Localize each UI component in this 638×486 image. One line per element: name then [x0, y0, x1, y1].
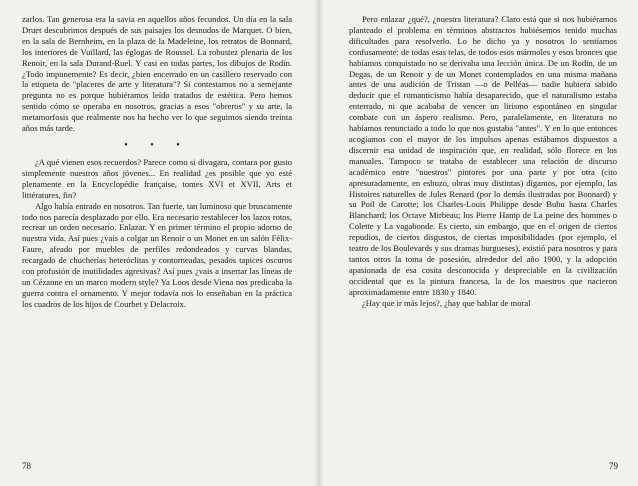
- right-page: [319, 0, 638, 486]
- page-number-right: 79: [609, 461, 618, 471]
- right-paragraph-1: Pero enlazar ¿qué?, ¿nuestra literatura? Claro está que si nos hubiéramos planteado el problema en términos abstractos hubiésemos tenido muchas dificultades para resolverlo. Lo he dicho ya y nosotros lo sentíamos confusamente: de todas esas telas, de todos esos mármoles y esos bronces que habíamos conquistado no se derivaba una lección única. De un Rodin, de un Degas, de un Renoir y de un Monet contemplados en una misma mañana antes de una audición de Tristan —o de Pelléas— nadie hubiera sabido deducir que el romanticismo había desaparecido, que el naturalismo estaba enterrado, ni que acababa de vencer un lirismo espontáneo en singular combate con un áspero realismo. Pero, paralelamente, en literatura no habíamos renunciado a todo lo que nos gustaba "antes". Y en lo que entonces acogíamos con el mayor de los ímpulsos apenas estábamos dispuestos a discernir esa unidad de inspiración que, en realidad, sólo florece en los manuales. Tampoco se trataba de establecer una relación de discurso académico entre "nuestros" pintores por una parte y por otra (cito apresuradamente, en esbozo, obras muy distintas) digamos, por ejemplo, las Histoires naturelles de Jules Renard (por lo demás ilustradas por Bonnard) y su Poil de Carotte; los Charles-Louis Philippe desde Bubu hasta Charles Blanchard; los Octave Mirbeau; los Pierre Hamp de La peine des hommes o Colette y La vagabonde. Es cierto, sin embargo, que en el origen de ciertos repudios, de ciertos disgustos, de ciertas imposibilidades (por ejemplo, el teatro de los Boulevards y sus dramas burgueses), existió para nosotros y para tantos otros la toma de posesión, alrededor del año 1900, y la adopción apasionada de esa cosita desconocida y despreciable en la civilización occidental que es la pintura francesa, la de los maestros que nacieron aproximadamente entre 1830 y 1840.: [349, 14, 617, 297]
- section-separator: • • •: [124, 139, 190, 151]
- right-text-column: [349, 14, 617, 308]
- left-paragraph-1: zarlos. Tan generosa era la savia en aquellos años fecundos. Un día en la sala Druet descubrimos después de sus paisajes los desnudos de Marquet. O bien, en la sala de Bernheim, en la plaza de la Madeleine, los retratos de Bonnard, los interiores de Vuillard, las églogas de Roussel. La robustez plenaria de los Renoir, en la sala Durand-Ruel. Y casi en todas partes, los dibujos de Rodin. ¿Todo impunemente? Es decir, ¿bien encerrado en un casillero reservado con la etiqueta de "placeres de arte y literatura"? Si contestamos no a semejante pregunta no es porque hubiéramos leído tratados de estética. Pero hemos sentido cómo se operaba en nosotros, gracias a esos "obreros" y su arte, la metamorfosis que realmente nos ha hecho ver lo que seguimos siendo treinta años más tarde.: [22, 14, 292, 134]
- left-paragraph-3: Algo había entrado en nosotros. Tan fuerte, tan luminoso que bruscamente todo nos parecía desplazado por ello. Era necesario restablecer los lazos rotos, recrear un orden necesario. Enlazar. Y en primer término el propio adorno de nuestra vida. Así pues ¿vais a colgar un Renoir o un Monet en un salón Félix-Faure, afeado por muebles de perfiles redondeados y curvas blandas, recargado de chucherías heteróclitas y contorneadas, pesados tapices oscuros con profusión de inutilidades agresivas? Así pues ¿vais a insertar las líneas de un Cézanne en un marco modern style? Ya Loos desde Viena nos predicaba la guerra contra el ornamento. Y mejor todavía nos lo enseñaban en la práctica los cuadros de los hijos de Courbet y Delacroix.: [22, 200, 292, 309]
- left-text-column: [22, 14, 292, 310]
- left-paragraph-2: ¿A qué vienen esos recuerdos? Parece como si divagara, contara por gusto simplemente nuestros años jóvenes... En realidad ¿es posible que yo esté plenamente en la Encyclopédie française, tomes XVI et XVII, Arts et littératures, fin?: [22, 156, 292, 200]
- page-number-left: 78: [22, 461, 31, 471]
- right-paragraph-2: ¿Hay que ir más lejos?, ¿hay que hablar de moral: [362, 297, 531, 308]
